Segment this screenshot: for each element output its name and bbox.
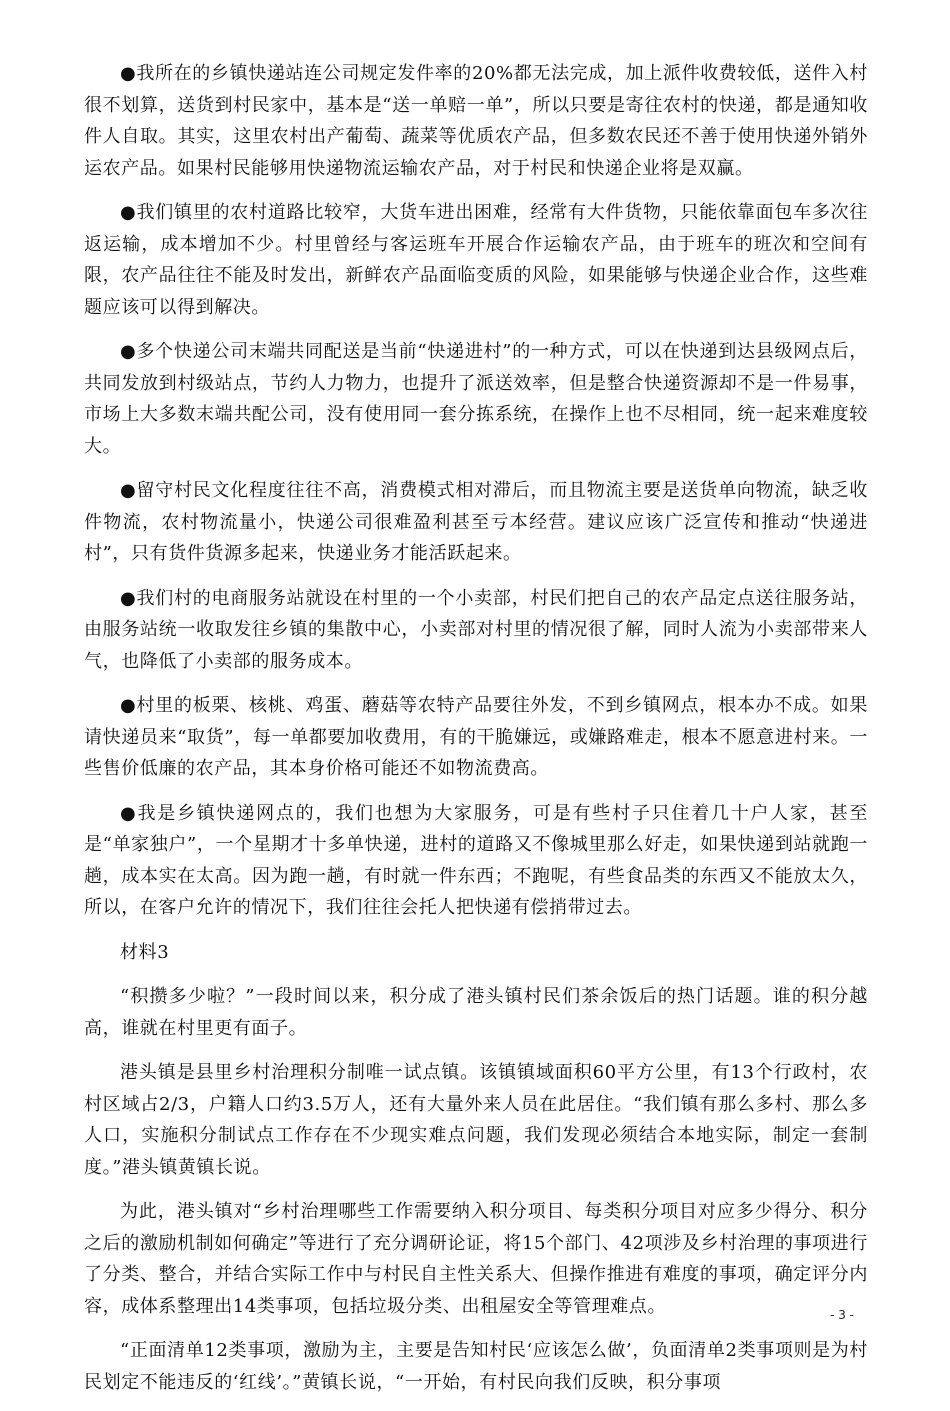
bullet-paragraph-1: ●我所在的乡镇快递站连公司规定发件率的20%都无法完成，加上派件收费较低，送件入村很不划算，送货到村民家中，基本是“送一单赔一单”，所以只要是寄往农村的快递，都是通知收件人自取。其实，这里农村出产葡萄、蔬菜等优质农产品，但多数农民还不善于使用快递外销外运农产品。如果村民能够用快递物流运输农产品，对于村民和快递企业将是双赢。 xyxy=(84,63,868,179)
bullet-paragraph-4: ●留守村民文化程度往往不高，消费模式相对滞后，而且物流主要是送货单向物流，缺乏收件物流，农村物流量小，快递公司很难盈利甚至亏本经营。建议应该广泛宣传和推动“快递进村”，只有货件货源多起来，快递业务才能活跃起来。 xyxy=(84,480,868,564)
material3-paragraph-2: 港头镇是县里乡村治理积分制唯一试点镇。该镇镇域面积60平方公里，有13个行政村，农村区域占2/3，户籍人口约3.5万人，还有大量外来人员在此居住。“我们镇有那么多村、那么多人口，实施积分制试点工作存在不少现实难点问题，我们发现必须结合本地实际，制定一套制度。”港头镇黄镇长说。 xyxy=(84,1062,868,1178)
section-heading: 材料3 xyxy=(120,941,170,963)
material3-paragraph-3: 为此，港头镇对“乡村治理哪些工作需要纳入积分项目、每类积分项目对应多少得分、积分之后的激励机制如何确定”等进行了充分调研论证，将15个部门、42项涉及乡村治理的事项进行了分类、整合，并结合实际工作中与村民自主性关系大、但操作推进有难度的事项，确定评分内容，成体系整理出14类事项，包括垃圾分类、出租屋安全等管理难点。 xyxy=(84,1201,868,1317)
bullet-paragraph-2: ●我们镇里的农村道路比较窄，大货车进出困难，经常有大件货物，只能依靠面包车多次往返运输，成本增加不少。村里曾经与客运班车开展合作运输农产品，由于班车的班次和空间有限，农产品往往不能及时发出，新鲜农产品面临变质的风险，如果能够与快递企业合作，这些难题应该可以得到解决。 xyxy=(84,202,868,318)
document-page xyxy=(84,58,868,1411)
bullet-paragraph-5: ●我们村的电商服务站就设在村里的一个小卖部，村民们把自己的农产品定点送往服务站，由服务站统一收取发往乡镇的集散中心，小卖部对村里的情况很了解，同时人流为小卖部带来人气，也降低了小卖部的服务成本。 xyxy=(84,587,868,672)
bullet-paragraph-6: ●村里的板栗、核桃、鸡蛋、蘑菇等农特产品要往外发，不到乡镇网点，根本办不成。如果请快递员来“取货”，每一单都要加收费用，有的干脆嫌远，或嫌路难走，根本不愿意进村来。一些售价低廉的农产品，其本身价格可能还不如物流费高。 xyxy=(84,695,868,779)
bullet-paragraph-3: ●多个快递公司末端共同配送是当前“快递进村”的一种方式，可以在快递到达县级网点后，共同发放到村级站点，节约人力物力，也提升了派送效率，但是整合快递资源却不是一件易事，市场上大多数末端共配公司，没有使用同一套分拣系统，在操作上也不尽相同，统一起来难度较大。 xyxy=(84,341,868,457)
page-number: - 3 - xyxy=(830,1308,854,1322)
material3-paragraph-4: “正面清单12类事项，激励为主，主要是告知村民‘应该怎么做’，负面清单2类事项则是为村民划定不能违反的‘红线’。”黄镇长说，“一开始，有村民向我们反映，积分事项 xyxy=(84,1340,868,1393)
material3-paragraph-1: “积攒多少啦？”一段时间以来，积分成了港头镇村民们茶余饭后的热门话题。谁的积分越高，谁就在村里更有面子。 xyxy=(84,986,868,1039)
bullet-paragraph-7: ●我是乡镇快递网点的，我们也想为大家服务，可是有些村子只住着几十户人家，甚至是“单家独户”，一个星期才十多单快递，进村的道路又不像城里那么好走，如果快递到站就跑一趟，成本实在太高。因为跑一趟，有时就一件东西；不跑呢，有些食品类的东西又不能放太久，所以，在客户允许的情况下，我们往往会托人把快递有偿捎带过去。 xyxy=(84,802,868,918)
